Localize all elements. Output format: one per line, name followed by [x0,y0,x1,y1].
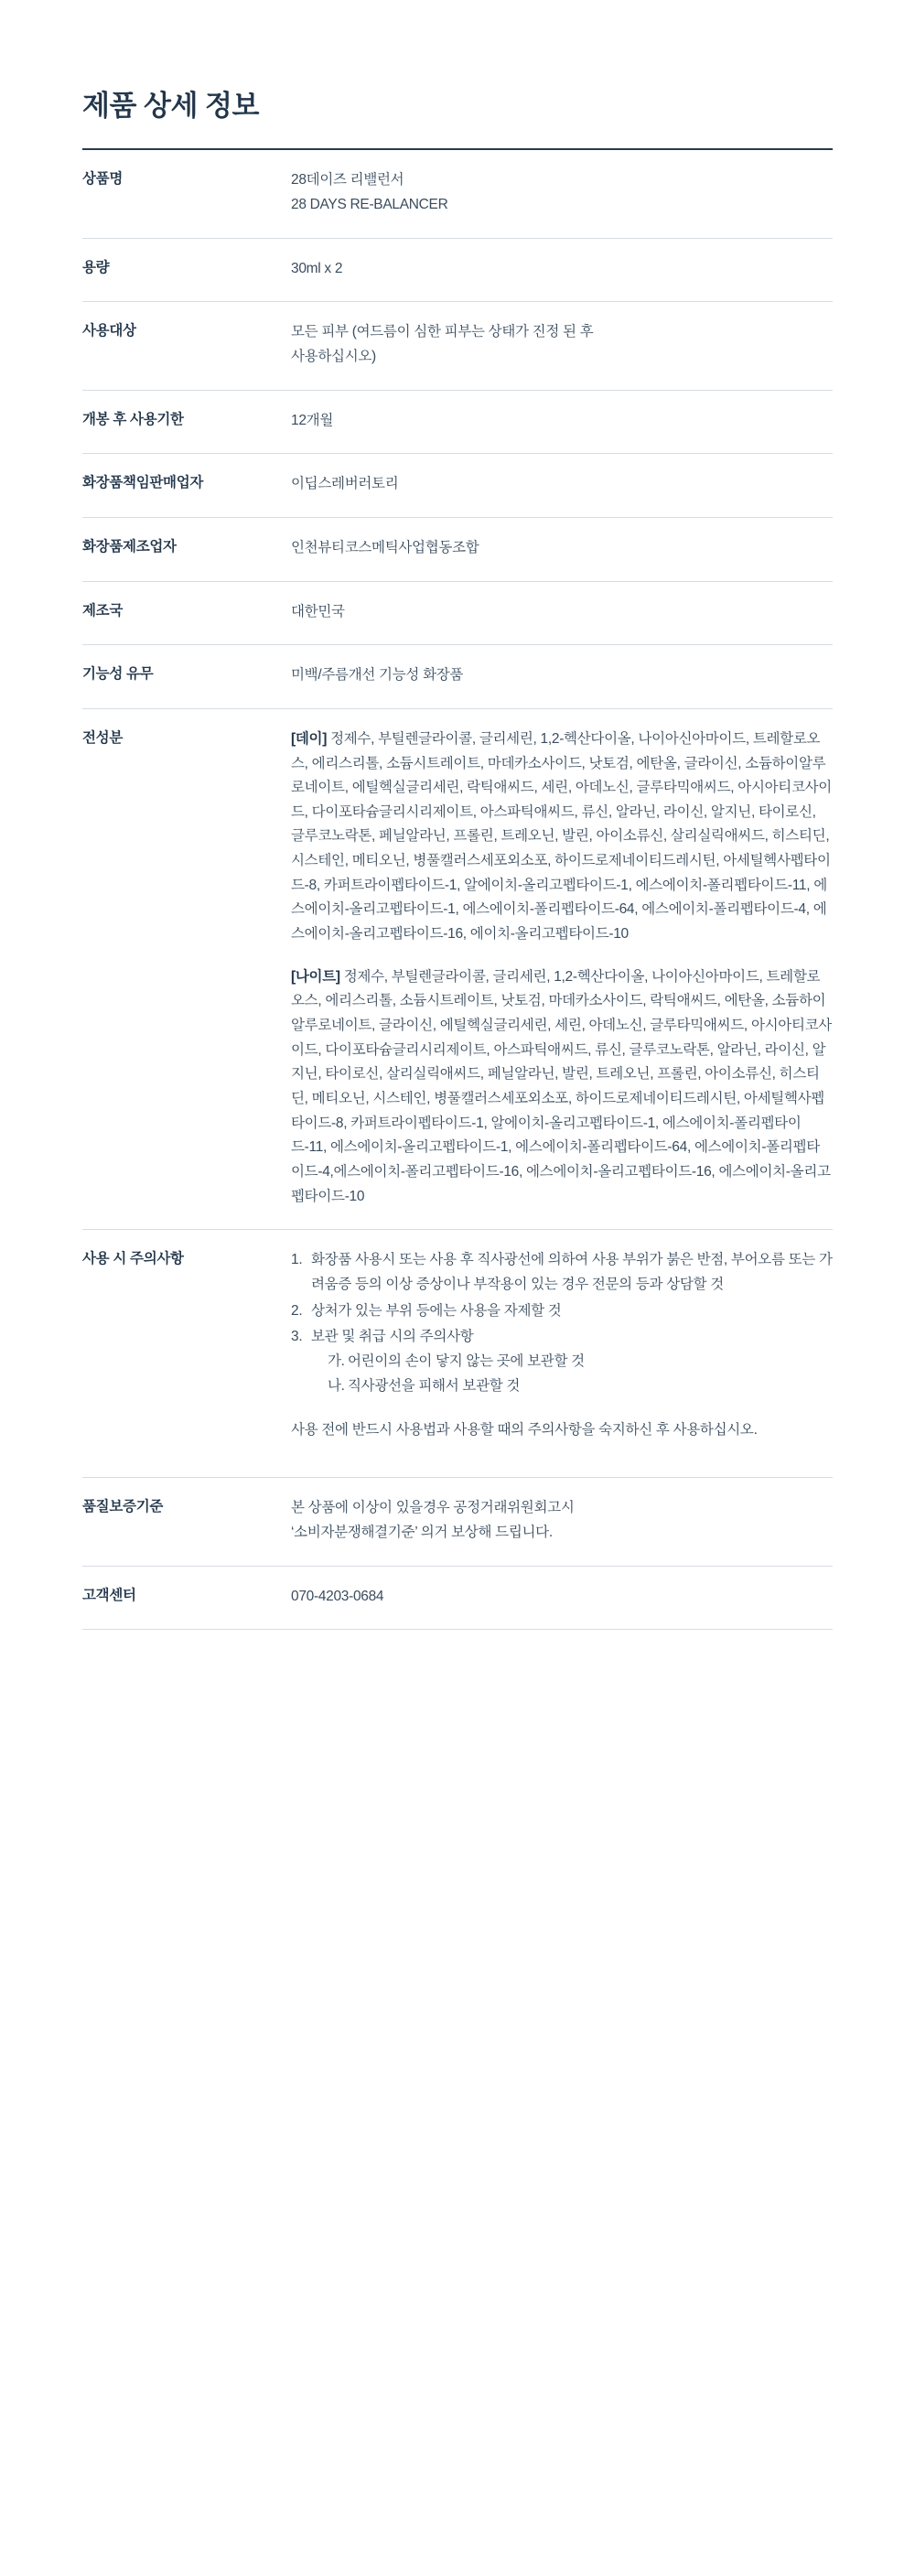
row-label-cautions: 사용 시 주의사항 [82,1251,184,1267]
list-item-number: 1. [291,1252,303,1268]
row-value-ingredients [291,708,833,1229]
list-item [328,1374,833,1399]
list-item [291,1299,833,1324]
list-item-text: 어린이의 손이 닿지 않는 곳에 보관할 것 [348,1353,585,1369]
row-value-manufacturer [291,517,833,581]
row-value-skin-type [291,302,833,390]
value-line: 28 DAYS RE-BALANCER [291,196,448,212]
ingredient-text-day: 정제수, 부틸렌글라이콜, 글리세린, 1,2-헥산다이올, 나이아신아마이드, 트레할로오스, 에리스리톨, 소듐시트레이트, 마데카소사이드, 낫토검, 에탄올, 글라이신, 소듐하이알루로네이트, 에틸헥실글리세린, 락틱애씨드, 세린, 아데노신, 글루타믹애씨드, 아시아티코사이드, 다이포타슘글리시리제이트, 아스파틱애씨드, 류신, 알라닌, 라이신, 알지닌, 타이로신, 글루코노락톤, 페닐알라닌, 프롤린, 트레오닌, 발린, 아이소류신, 살리실릭애씨드, 히스티딘, 시스테인, 메티오닌, 병풀캘러스세포외소포, 하이드로제네이티드레시틴, 아세틸헥사펩타이드-8, 카퍼트라이펩타이드-1, 알에이치-올리고펩타이드-1, 에스에이치-폴리펩타이드-11, 에스에이치-올리고펩타이드-1, 에스에이치-폴리펩타이드-64, 에스에이치-폴리펩타이드-4, 에스에이치-올리고펩타이드-16, 에이치-올리고펩타이드-10 [291,730,832,943]
list-item-number: 3. [291,1329,303,1345]
value-line: 30ml x 2 [291,260,343,276]
row-value-product-name [291,150,833,238]
value-line: ‘소비자분쟁해결기준’ 의거 보상해 드립니다. [291,1525,553,1541]
table-row [82,645,833,709]
table-row [82,581,833,645]
caution-footer: 사용 전에 반드시 사용법과 사용할 때의 주의사항을 숙지하신 후 사용하십시오. [291,1422,758,1439]
row-label-warranty: 품질보증기준 [82,1499,164,1515]
row-value-functional [291,645,833,709]
row-label-seller: 화장품책임판매업자 [82,475,204,491]
list-item-text: 상처가 있는 부위 등에는 사용을 자제할 것 [311,1302,562,1319]
value-line: 미백/주름개선 기능성 화장품 [291,667,464,684]
list-item [291,1325,833,1398]
ingredient-tag-day: [데이] [291,730,328,747]
row-value-country [291,581,833,645]
value-line: 인천뷰티코스메틱사업협동조합 [291,539,479,555]
value-line: 모든 피부 (여드름이 심한 피부는 상태가 진정 된 후 [291,324,594,340]
value-line: 이딥스레버러토리 [291,476,399,492]
list-item-text: 보관 및 취급 시의 주의사항 [311,1329,474,1345]
ingredient-tag-night: [나이트] [291,968,340,985]
row-value-cautions [291,1230,833,1478]
value-line: 본 상품에 이상이 있을경우 공정거래위원회고시 [291,1500,575,1516]
value-line: 대한민국 [291,603,345,620]
table-row [82,390,833,454]
row-label-ingredients: 전성분 [82,729,124,746]
spec-table [82,150,833,1630]
list-item-text: 직사광선을 피해서 보관할 것 [348,1377,521,1394]
row-label-manufacturer: 화장품제조업자 [82,538,177,555]
list-item-number: 나. [328,1377,345,1394]
table-row-cautions [82,1230,833,1478]
caution-sub-list [311,1350,833,1398]
list-item-number: 2. [291,1302,303,1319]
table-row [82,1566,833,1630]
value-line: 사용하십시오) [291,348,376,364]
table-row [82,1478,833,1566]
row-label-expiry: 개봉 후 사용기한 [82,411,184,427]
table-row [82,302,833,390]
table-row [82,238,833,302]
table-row [82,150,833,238]
row-value-seller [291,454,833,518]
row-label-product-name: 상품명 [82,171,124,188]
row-label-country: 제조국 [82,602,124,619]
list-item-number: 가. [328,1353,345,1369]
value-line: 28데이즈 리밸런서 [291,172,404,189]
row-label-skin-type: 사용대상 [82,323,136,340]
row-label-service-center: 고객센터 [82,1587,136,1603]
page-title: 제품 상세 정보 [82,90,259,122]
list-item-text: 화장품 사용시 또는 사용 후 직사광선에 의하여 사용 부위가 붉은 반점, 부어오름 또는 가려움증 등의 이상 증상이나 부작용이 있는 경우 전문의 등과 상담할 것 [311,1252,833,1292]
list-item [328,1350,833,1374]
row-value-expiry [291,390,833,454]
list-item [291,1248,833,1297]
value-line: 12개월 [291,412,333,428]
row-label-volume: 용량 [82,259,110,275]
value-line: 070-4203-0684 [291,1588,384,1604]
row-label-functional: 기능성 유무 [82,666,154,683]
ingredient-text-night: 정제수, 부틸렌글라이콜, 글리세린, 1,2-헥산다이올, 나이아신아마이드, 트레할로오스, 에리스리톨, 소듐시트레이트, 낫토검, 마데카소사이드, 락틱애씨드, 에탄올, 소듐하이알루로네이트, 글라이신, 에틸헥실글리세린, 세린, 아데노신, 글루타믹애씨드, 아시아티코사이드, 다이포타슘글리시리제이트, 아스파틱애씨드, 류신, 글루코노락톤, 알라닌, 라이신, 알지닌, 타이로신, 살리실릭애씨드, 페닐알라닌, 발린, 트레오닌, 프롤린, 아이소류신, 히스티딘, 메티오닌, 시스테인, 병풀캘러스세포외소포, 하이드로제네이티드레시틴, 아세틸헥사펩타이드-8, 카퍼트라이펩타이드-1, 알에이치-올리고펩타이드-1, 에스에이치-폴리펩타이드-11, 에스에이치-올리고펩타이드-1, 에스에이치-폴리펩타이드-64, 에스에이치-폴리펩타이드-4,에스에이치-폴리고펩타이드-16, 에스에이치-올리고펩타이드-16, 에스에이치-올리고펩타이드-10 [291,968,832,1204]
table-row [82,454,833,518]
table-row-ingredients [82,708,833,1229]
ingredient-block-night [291,965,833,1210]
row-value-volume [291,238,833,302]
table-row [82,517,833,581]
row-value-warranty [291,1478,833,1566]
spec-table-body [82,150,833,1630]
ingredient-block-day [291,728,833,947]
row-value-service-center [291,1566,833,1630]
caution-list [291,1248,833,1398]
